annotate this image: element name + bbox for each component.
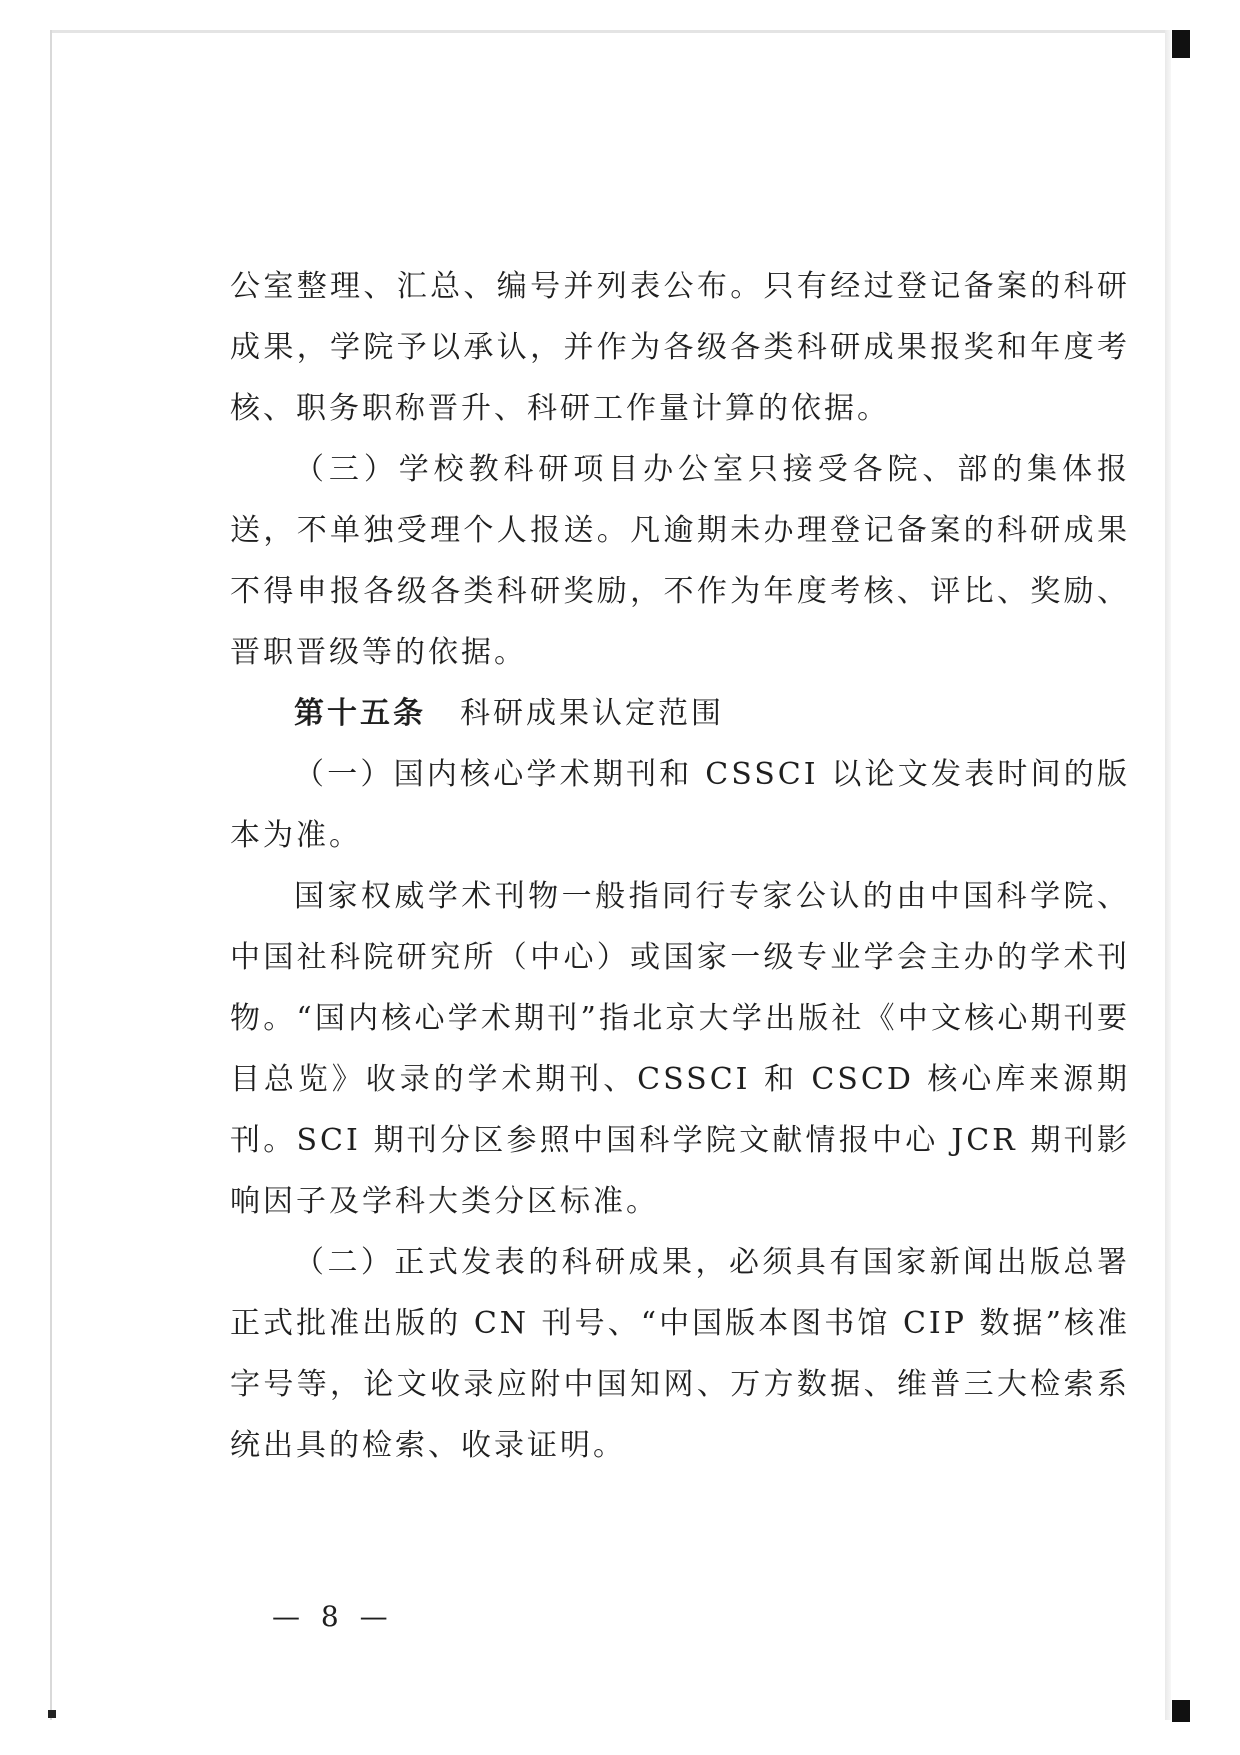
paragraph-item-3: （三）学校教科研项目办公室只接受各院、部的集体报送，不单独受理个人报送。凡逾期未办理登记备案的科研成果不得申报各级各类科研奖励，不作为年度考核、评比、奖励、晋职晋级等的依据。	[230, 452, 1130, 670]
scan-edge-top	[52, 30, 1167, 33]
document-body	[230, 256, 1130, 1476]
article-paragraph-definitions: 国家权威学术刊物一般指同行专家公认的由中国科学院、中国社科院研究所（中心）或国家一级专业学会主办的学术刊物。“国内核心学术期刊”指北京大学出版社《中文核心期刊要目总览》收录的学术期刊、CSSCI 和 CSCD 核心库来源期刊。SCI 期刊分区参照中国科学院文献情报中心 JCR 期刊影响因子及学科大类分区标准。	[230, 879, 1130, 1219]
article-label: 第十五条	[294, 696, 426, 731]
scan-edge-right	[1165, 30, 1171, 1720]
paragraph-continuation: 公室整理、汇总、编号并列表公布。只有经过登记备案的科研成果，学院予以承认，并作为各级各类科研成果报奖和年度考核、职务职称晋升、科研工作量计算的依据。	[230, 269, 1130, 426]
article-paragraph-item-1: （一）国内核心学术期刊和 CSSCI 以论文发表时间的版本为准。	[230, 757, 1130, 853]
scan-corner-dot	[48, 1710, 56, 1718]
scan-corner-mark-bottom	[1172, 1700, 1190, 1722]
article-paragraph-item-2: （二）正式发表的科研成果，必须具有国家新闻出版总署正式批准出版的 CN 刊号、“中国版本图书馆 CIP 数据”核准字号等，论文收录应附中国知网、万方数据、维普三大检索系统出具的检索、收录证明。	[230, 1245, 1130, 1463]
article-heading	[230, 683, 1130, 744]
page-number: — 8 —	[272, 1600, 394, 1633]
article-title: 科研成果认定范围	[460, 696, 724, 731]
scan-corner-mark-top	[1172, 30, 1190, 58]
scan-edge-left	[50, 30, 52, 1720]
